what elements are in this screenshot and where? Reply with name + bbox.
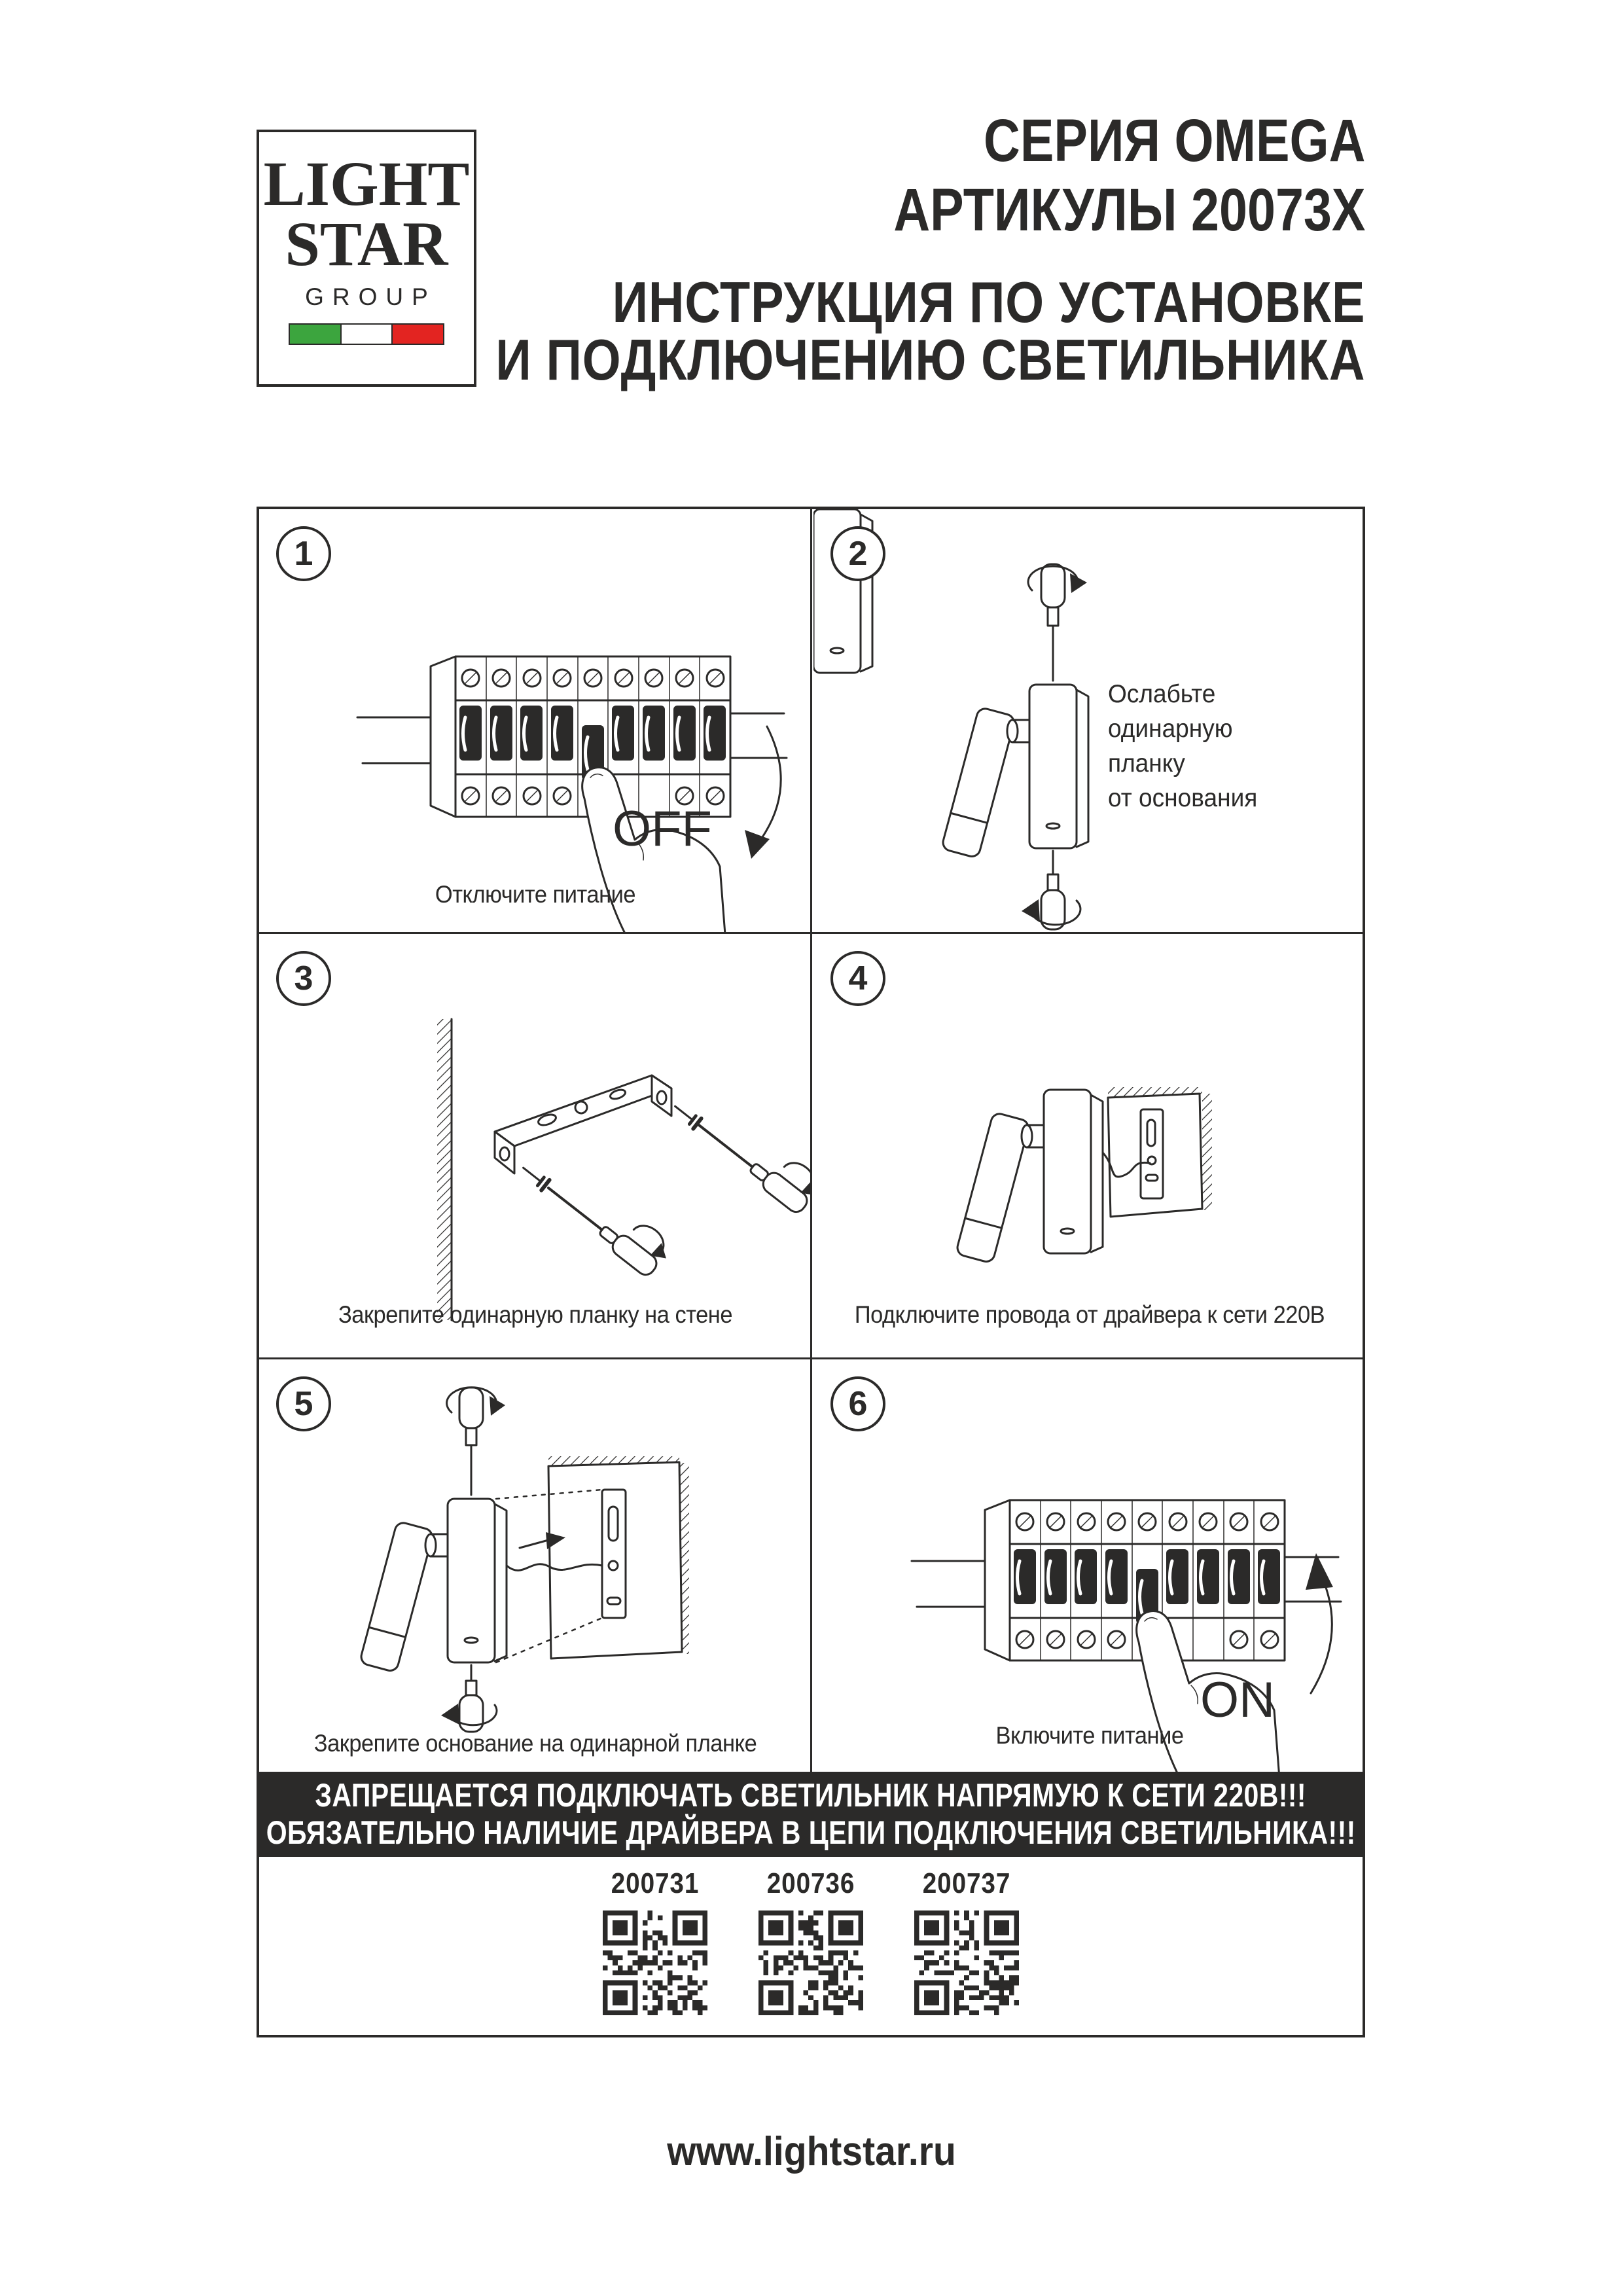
flag-green-segment <box>290 325 340 344</box>
step-number-badge: 6 <box>830 1376 885 1431</box>
step-panel-3 <box>259 934 812 1357</box>
step-number-badge: 1 <box>276 526 331 581</box>
step-number-badge: 2 <box>830 526 885 581</box>
note-line: планку <box>1108 749 1185 778</box>
note-line: одинарную <box>1108 715 1233 743</box>
article-code: 200731 <box>611 1867 700 1899</box>
article-code: 200736 <box>766 1867 855 1899</box>
qr-code <box>603 1910 707 2015</box>
step-caption: Закрепите одинарную планку на стене <box>338 1301 733 1328</box>
on-label: ON <box>1200 1672 1275 1728</box>
step-panel-2 <box>813 509 1366 932</box>
website-url: www.lightstar.ru <box>667 2129 956 2174</box>
article-code: 200737 <box>922 1867 1011 1899</box>
articles-title: АРТИКУЛЫ 20073Х <box>893 177 1365 243</box>
connect-wires-illustration <box>813 934 1366 1357</box>
logo-word-star: STAR <box>285 209 448 279</box>
step-panel-5 <box>259 1359 812 1772</box>
warning-banner <box>259 1772 1363 1857</box>
circuit-breaker-on-illustration <box>813 1359 1366 1772</box>
steps-table <box>257 507 1365 2037</box>
article-column <box>914 1867 1020 2038</box>
fix-base-on-plate-illustration <box>259 1359 812 1772</box>
step-caption: Закрепите основание на одинарной планке <box>313 1730 757 1757</box>
step-caption: Включите питание <box>995 1722 1184 1749</box>
instruction-title-block <box>354 270 1365 392</box>
step-caption: Подключите провода от драйвера к сети 220В <box>854 1301 1325 1328</box>
instruction-title-line2: И ПОДКЛЮЧЕНИЮ СВЕТИЛЬНИКА <box>495 327 1365 392</box>
article-qr-row <box>259 1857 1363 2038</box>
step-number-badge: 5 <box>276 1376 331 1431</box>
instruction-title-line1: ИНСТРУКЦИЯ ПО УСТАНОВКЕ <box>612 270 1365 334</box>
article-column <box>602 1867 708 2038</box>
series-title-block <box>804 106 1365 245</box>
step2-note <box>1108 677 1257 816</box>
step-number-badge: 3 <box>276 951 331 1006</box>
step-panel-1 <box>259 509 812 932</box>
off-label: OFF <box>613 801 712 857</box>
step-panel-6 <box>813 1359 1366 1772</box>
warning-line-2: ОБЯЗАТЕЛЬНО НАЛИЧИЕ ДРАЙВЕРА В ЦЕПИ ПОДКЛЮЧЕНИЯ СВЕТИЛЬНИКА!!! <box>266 1814 1356 1851</box>
logo-word-group: GROUP <box>305 283 437 310</box>
step-caption: Отключите питание <box>435 881 636 908</box>
warning-line-1: ЗАПРЕЩАЕТСЯ ПОДКЛЮЧАТЬ СВЕТИЛЬНИК НАПРЯМУЮ К СЕТИ 220В!!! <box>315 1777 1307 1814</box>
note-line: Ослабьте <box>1108 680 1216 708</box>
step-number-badge: 4 <box>830 951 885 1006</box>
circuit-breaker-off-illustration <box>259 509 812 932</box>
loosen-plate-illustration <box>813 509 1366 932</box>
article-column <box>758 1867 864 2038</box>
series-title: СЕРИЯ OMEGA <box>983 107 1365 174</box>
qr-code <box>758 1910 863 2015</box>
fix-plate-to-wall-illustration <box>259 934 812 1357</box>
logo-word-light: LIGHT <box>263 149 470 219</box>
note-line: от основания <box>1108 784 1258 812</box>
step-panel-4 <box>813 934 1366 1357</box>
qr-code <box>914 1910 1019 2015</box>
